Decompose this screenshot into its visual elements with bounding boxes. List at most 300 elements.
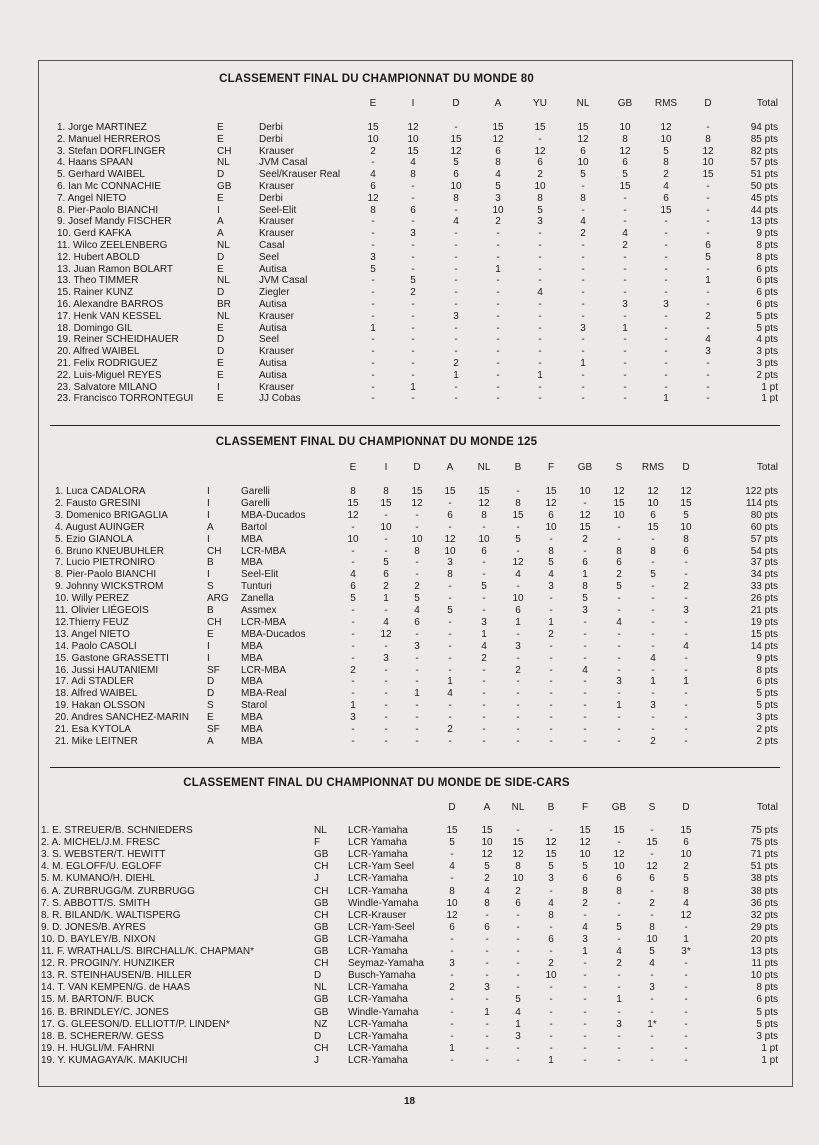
race-points: - bbox=[448, 652, 452, 664]
machine: Krauser bbox=[259, 346, 295, 358]
race-points: - bbox=[371, 358, 375, 369]
race-points: 6 bbox=[582, 873, 588, 885]
race-points: - bbox=[581, 275, 585, 287]
race-points: - bbox=[684, 664, 688, 676]
race-points: 3 bbox=[548, 581, 554, 593]
race-points: - bbox=[651, 628, 655, 640]
column-header: A bbox=[446, 462, 454, 473]
race-points: - bbox=[583, 712, 587, 724]
rider-name: 12. Hubert ABOLD bbox=[57, 251, 140, 263]
race-points: 4 bbox=[649, 958, 655, 970]
race-points: - bbox=[664, 251, 668, 263]
race-points: - bbox=[485, 958, 489, 970]
race-points: 2 bbox=[580, 228, 586, 240]
machine: Krauser bbox=[259, 381, 295, 393]
race-points: 4 bbox=[370, 169, 376, 181]
race-points: 1 bbox=[705, 275, 711, 287]
total-points: 6 pts bbox=[756, 299, 778, 310]
race-points: - bbox=[583, 700, 587, 712]
race-points: - bbox=[583, 909, 587, 921]
race-points: - bbox=[516, 982, 520, 994]
race-points: 1 bbox=[683, 676, 689, 688]
column-header: A bbox=[483, 802, 491, 813]
nationality: CH bbox=[314, 958, 329, 970]
race-points: - bbox=[448, 593, 452, 605]
race-points: - bbox=[516, 652, 520, 664]
column-header: RMS bbox=[641, 462, 665, 473]
nationality: D bbox=[207, 676, 215, 688]
race-points: 5 bbox=[616, 581, 622, 593]
nationality: I bbox=[207, 652, 210, 664]
race-points: - bbox=[549, 652, 553, 664]
race-points: - bbox=[411, 181, 415, 192]
race-points: 15 bbox=[577, 122, 589, 133]
race-points: - bbox=[617, 521, 621, 533]
race-points: 1 bbox=[414, 688, 420, 700]
rider-name: 18. Alfred WAIBEL bbox=[55, 688, 138, 700]
machine: LCR-Yamaha bbox=[348, 1018, 408, 1030]
race-points: - bbox=[583, 628, 587, 640]
race-points: 12 bbox=[450, 145, 462, 157]
race-points: - bbox=[485, 1018, 489, 1030]
race-points: - bbox=[482, 521, 486, 533]
race-points: - bbox=[538, 334, 542, 346]
machine: LCR-Yamaha bbox=[348, 1042, 408, 1054]
race-points: - bbox=[583, 994, 587, 1006]
race-points: 8 bbox=[383, 486, 389, 497]
race-points: 4 bbox=[705, 334, 711, 346]
total-points: 3 pts bbox=[756, 712, 778, 724]
rider-name: 23. Salvatore MILANO bbox=[57, 381, 158, 393]
machine: LCR-Yamaha bbox=[348, 982, 408, 994]
race-points: 4 bbox=[537, 287, 543, 299]
race-points: - bbox=[617, 1030, 621, 1042]
total-points: 122 pts bbox=[745, 486, 778, 497]
nationality: E bbox=[217, 122, 224, 133]
rider-name: 11. F. WRATHALL/S. BIRCHALL/K. CHAPMAN* bbox=[41, 946, 255, 957]
race-points: - bbox=[617, 1054, 621, 1066]
race-points: - bbox=[583, 652, 587, 664]
race-points: 15 bbox=[478, 486, 490, 497]
race-points: - bbox=[351, 640, 355, 652]
race-points: - bbox=[448, 628, 452, 640]
race-points: 15 bbox=[347, 497, 359, 509]
race-points: 8 bbox=[410, 169, 416, 181]
race-points: - bbox=[538, 240, 542, 251]
total-points: 5 pts bbox=[756, 688, 778, 700]
race-points: - bbox=[482, 676, 486, 688]
race-points: - bbox=[371, 216, 375, 228]
race-points: 12 bbox=[512, 557, 524, 569]
nationality: D bbox=[217, 334, 225, 346]
race-points: 4 bbox=[414, 605, 420, 616]
race-points: - bbox=[617, 897, 621, 909]
race-points: - bbox=[617, 1042, 621, 1054]
race-points: 4 bbox=[515, 1006, 521, 1018]
race-points: - bbox=[496, 334, 500, 346]
total-points: 10 pts bbox=[750, 970, 778, 982]
rider-name: 4. August AUINGER bbox=[55, 521, 145, 533]
race-points: - bbox=[454, 204, 458, 216]
race-points: - bbox=[706, 204, 710, 216]
race-points: 10 bbox=[380, 521, 392, 533]
race-points: - bbox=[549, 921, 553, 933]
machine: Tunturi bbox=[241, 581, 272, 593]
total-points: 5 pts bbox=[756, 1006, 778, 1018]
race-points: - bbox=[516, 909, 520, 921]
total-points: 2 pts bbox=[756, 735, 778, 747]
race-points: - bbox=[485, 970, 489, 982]
machine: Derbi bbox=[259, 192, 283, 204]
race-points: - bbox=[454, 299, 458, 310]
machine: Zanella bbox=[241, 593, 274, 605]
race-points: 5 bbox=[484, 861, 490, 873]
machine: Autisa bbox=[259, 358, 287, 369]
race-points: 5 bbox=[705, 251, 711, 263]
race-points: - bbox=[651, 593, 655, 605]
nationality: CH bbox=[207, 545, 222, 557]
race-points: 2 bbox=[495, 216, 501, 228]
total-points: 75 pts bbox=[750, 825, 778, 836]
race-points: - bbox=[583, 545, 587, 557]
race-points: 12 bbox=[444, 533, 456, 545]
race-points: 3 bbox=[683, 605, 689, 616]
rider-name: 9. Josef Mandy FISCHER bbox=[57, 216, 172, 228]
column-header: F bbox=[581, 802, 589, 813]
nationality: NL bbox=[217, 310, 230, 322]
race-points: - bbox=[623, 334, 627, 346]
race-points: 15 bbox=[579, 521, 591, 533]
table-header bbox=[0, 461, 778, 474]
race-points: - bbox=[516, 545, 520, 557]
rider-name: 6. Ian Mc CONNACHIE bbox=[57, 181, 161, 192]
nationality: I bbox=[207, 509, 210, 521]
race-points: 8 bbox=[447, 569, 453, 581]
rider-name: 15. M. BARTON/F. BUCK bbox=[41, 994, 154, 1006]
section-divider bbox=[50, 425, 780, 426]
nationality: D bbox=[217, 287, 225, 299]
race-points: 4 bbox=[582, 664, 588, 676]
rider-name: 18. B. SCHERER/W. GESS bbox=[41, 1030, 164, 1042]
table-row bbox=[0, 885, 778, 898]
race-points: 2 bbox=[370, 145, 376, 157]
race-points: 2 bbox=[650, 735, 656, 747]
race-points: 15 bbox=[481, 825, 493, 836]
race-points: 2 bbox=[515, 664, 521, 676]
race-points: - bbox=[684, 700, 688, 712]
rider-name: 16. Jussi HAUTANIEMI bbox=[55, 664, 159, 676]
race-points: 4 bbox=[683, 897, 689, 909]
race-points: - bbox=[454, 322, 458, 334]
column-header: D bbox=[413, 462, 421, 473]
race-points: - bbox=[516, 735, 520, 747]
race-points: 10 bbox=[407, 133, 419, 145]
nationality: D bbox=[217, 251, 225, 263]
nationality: CH bbox=[314, 909, 329, 921]
race-points: - bbox=[650, 825, 654, 836]
nationality: NL bbox=[217, 275, 230, 287]
race-points: - bbox=[581, 181, 585, 192]
race-points: 15 bbox=[407, 145, 419, 157]
race-points: - bbox=[706, 381, 710, 393]
race-points: - bbox=[581, 310, 585, 322]
race-points: 15 bbox=[680, 497, 692, 509]
race-points: 4 bbox=[495, 169, 501, 181]
race-points: 3 bbox=[484, 982, 490, 994]
race-points: 12 bbox=[446, 909, 458, 921]
race-points: - bbox=[351, 605, 355, 616]
race-points: 6 bbox=[548, 509, 554, 521]
race-points: - bbox=[371, 369, 375, 381]
nationality: D bbox=[217, 169, 225, 181]
race-points: - bbox=[450, 849, 454, 861]
race-points: - bbox=[371, 287, 375, 299]
column-header: NL bbox=[576, 98, 590, 109]
race-points: - bbox=[581, 299, 585, 310]
race-points: 15 bbox=[660, 204, 672, 216]
nationality: SF bbox=[207, 664, 220, 676]
total-points: 8 pts bbox=[756, 240, 778, 251]
race-points: 2 bbox=[453, 358, 459, 369]
race-points: 10 bbox=[613, 861, 625, 873]
race-points: - bbox=[411, 251, 415, 263]
table-row bbox=[0, 860, 778, 873]
race-points: - bbox=[617, 593, 621, 605]
race-points: 2 bbox=[622, 240, 628, 251]
rider-name: 23. Francisco TORRONTEGUI bbox=[57, 393, 194, 405]
race-points: - bbox=[549, 664, 553, 676]
race-points: - bbox=[351, 616, 355, 628]
machine: LCR-Yamaha bbox=[348, 825, 408, 836]
race-points: 12 bbox=[367, 192, 379, 204]
race-points: 5 bbox=[663, 145, 669, 157]
race-points: - bbox=[623, 393, 627, 405]
race-points: 6 bbox=[649, 873, 655, 885]
race-points: - bbox=[706, 228, 710, 240]
race-points: - bbox=[516, 946, 520, 957]
race-points: - bbox=[549, 982, 553, 994]
total-points: 82 pts bbox=[750, 145, 778, 157]
race-points: 4 bbox=[350, 569, 356, 581]
machine: MBA bbox=[241, 676, 263, 688]
race-points: - bbox=[384, 509, 388, 521]
race-points: 5 bbox=[582, 593, 588, 605]
total-points: 13 pts bbox=[750, 946, 778, 957]
race-points: - bbox=[549, 994, 553, 1006]
total-points: 5 pts bbox=[756, 1018, 778, 1030]
race-points: 12 bbox=[613, 486, 625, 497]
nationality: I bbox=[207, 640, 210, 652]
race-points: 8 bbox=[350, 486, 356, 497]
machine: Seel-Elit bbox=[259, 204, 297, 216]
table-header bbox=[0, 97, 778, 110]
race-points: - bbox=[384, 664, 388, 676]
nationality: I bbox=[207, 569, 210, 581]
column-header: NL bbox=[511, 802, 525, 813]
table-row bbox=[0, 824, 778, 837]
nationality: GB bbox=[314, 849, 329, 861]
machine: LCR-Yamaha bbox=[348, 1054, 408, 1066]
race-points: - bbox=[650, 970, 654, 982]
machine: LCR-Yamaha bbox=[348, 946, 408, 957]
rider-name: 5. M. KUMANO/H. DIEHL bbox=[41, 873, 155, 885]
total-points: 9 pts bbox=[756, 652, 778, 664]
race-points: - bbox=[454, 228, 458, 240]
race-points: - bbox=[651, 605, 655, 616]
race-points: 8 bbox=[515, 497, 521, 509]
race-points: - bbox=[583, 1054, 587, 1066]
race-points: - bbox=[650, 1030, 654, 1042]
race-points: 5 bbox=[622, 169, 628, 181]
race-points: 5 bbox=[449, 837, 455, 849]
race-points: 4 bbox=[453, 216, 459, 228]
race-points: - bbox=[415, 735, 419, 747]
rider-name: 14. T. VAN KEMPEN/G. de HAAS bbox=[41, 982, 191, 994]
race-points: 2 bbox=[582, 897, 588, 909]
race-points: - bbox=[581, 287, 585, 299]
machine: Assmex bbox=[241, 605, 277, 616]
race-points: 4 bbox=[548, 897, 554, 909]
race-points: - bbox=[583, 735, 587, 747]
race-points: 10 bbox=[613, 509, 625, 521]
race-points: - bbox=[454, 381, 458, 393]
race-points: 6 bbox=[515, 897, 521, 909]
race-points: 12 bbox=[545, 837, 557, 849]
race-points: - bbox=[684, 688, 688, 700]
race-points: - bbox=[454, 346, 458, 358]
section-title: CLASSEMENT FINAL DU CHAMPIONNAT DU MONDE 80 bbox=[219, 73, 534, 85]
rider-name: 22. Luis-Miguel REYES bbox=[57, 369, 162, 381]
rider-name: 14. Paolo CASOLI bbox=[55, 640, 137, 652]
race-points: - bbox=[706, 299, 710, 310]
race-points: - bbox=[485, 1054, 489, 1066]
nationality: NL bbox=[314, 982, 327, 994]
table-row bbox=[0, 945, 778, 958]
race-points: - bbox=[623, 358, 627, 369]
rider-name: 1. Jorge MARTINEZ bbox=[57, 122, 147, 133]
race-points: - bbox=[482, 664, 486, 676]
race-points: - bbox=[450, 946, 454, 957]
race-points: - bbox=[411, 393, 415, 405]
race-points: 8 bbox=[580, 192, 586, 204]
nationality: E bbox=[217, 192, 224, 204]
race-points: - bbox=[651, 581, 655, 593]
race-points: 2 bbox=[383, 581, 389, 593]
race-points: - bbox=[538, 299, 542, 310]
race-points: 15 bbox=[512, 509, 524, 521]
column-header: NL bbox=[477, 462, 491, 473]
total-points: 51 pts bbox=[750, 861, 778, 873]
race-points: - bbox=[549, 700, 553, 712]
race-points: 3 bbox=[580, 322, 586, 334]
nationality: CH bbox=[314, 885, 329, 897]
race-points: - bbox=[496, 322, 500, 334]
rider-name: 10. Willy PEREZ bbox=[55, 593, 129, 605]
table-row bbox=[0, 897, 778, 910]
race-points: - bbox=[482, 605, 486, 616]
race-points: 6 bbox=[370, 181, 376, 192]
race-points: - bbox=[384, 545, 388, 557]
nationality: BR bbox=[217, 299, 231, 310]
table-row bbox=[0, 872, 778, 885]
machine: Busch-Yamaha bbox=[348, 970, 416, 982]
race-points: - bbox=[454, 334, 458, 346]
race-points: 8 bbox=[495, 157, 501, 169]
nationality: CH bbox=[314, 1042, 329, 1054]
race-points: - bbox=[496, 240, 500, 251]
race-points: 12 bbox=[512, 849, 524, 861]
race-points: - bbox=[664, 275, 668, 287]
race-points: - bbox=[664, 369, 668, 381]
race-points: 3 bbox=[481, 616, 487, 628]
race-points: - bbox=[664, 310, 668, 322]
race-points: 3 bbox=[383, 652, 389, 664]
total-points: 15 pts bbox=[750, 628, 778, 640]
race-points: - bbox=[617, 712, 621, 724]
rider-name: 3. Stefan DORFLINGER bbox=[57, 145, 166, 157]
nationality: E bbox=[217, 263, 224, 275]
race-points: - bbox=[448, 712, 452, 724]
total-points: 19 pts bbox=[750, 616, 778, 628]
race-points: - bbox=[684, 1042, 688, 1054]
race-points: 2 bbox=[683, 581, 689, 593]
race-points: 3 bbox=[410, 228, 416, 240]
nationality: GB bbox=[314, 921, 329, 933]
race-points: 12 bbox=[534, 145, 546, 157]
rider-name: 9. D. JONES/B. AYRES bbox=[41, 921, 146, 933]
race-points: 1 bbox=[548, 1054, 554, 1066]
race-points: 2 bbox=[414, 581, 420, 593]
total-points: 2 pts bbox=[756, 369, 778, 381]
race-points: - bbox=[415, 521, 419, 533]
race-points: - bbox=[516, 628, 520, 640]
total-points: 6 pts bbox=[756, 287, 778, 299]
total-points: 8 pts bbox=[756, 664, 778, 676]
column-header: GB bbox=[617, 98, 633, 109]
race-points: - bbox=[583, 958, 587, 970]
race-points: - bbox=[415, 569, 419, 581]
race-points: 2 bbox=[548, 958, 554, 970]
rider-name: 13. Theo TIMMER bbox=[57, 275, 139, 287]
machine: Krauser bbox=[259, 216, 295, 228]
race-points: 2 bbox=[350, 664, 356, 676]
race-points: - bbox=[516, 933, 520, 945]
race-points: 1 bbox=[582, 569, 588, 581]
race-points: - bbox=[549, 1006, 553, 1018]
race-points: 12 bbox=[579, 509, 591, 521]
rider-name: 6. Bruno KNEUBUHLER bbox=[55, 545, 164, 557]
race-points: 1 bbox=[484, 1006, 490, 1018]
machine: Krauser bbox=[259, 181, 295, 192]
race-points: 15 bbox=[680, 825, 692, 836]
race-points: - bbox=[485, 994, 489, 1006]
race-points: - bbox=[617, 933, 621, 945]
race-points: 15 bbox=[534, 122, 546, 133]
rider-name: 20. Andres SANCHEZ-MARIN bbox=[55, 712, 189, 724]
race-points: 10 bbox=[647, 497, 659, 509]
race-points: 2 bbox=[537, 169, 543, 181]
race-points: - bbox=[617, 628, 621, 640]
race-points: - bbox=[448, 616, 452, 628]
race-points: 5 bbox=[580, 169, 586, 181]
machine: LCR Yamaha bbox=[348, 837, 408, 849]
total-points: 38 pts bbox=[750, 885, 778, 897]
race-points: 10 bbox=[680, 849, 692, 861]
table-row bbox=[0, 933, 778, 946]
machine: Seymaz-Yamaha bbox=[348, 958, 424, 970]
race-points: 15 bbox=[444, 486, 456, 497]
nationality: E bbox=[217, 322, 224, 334]
